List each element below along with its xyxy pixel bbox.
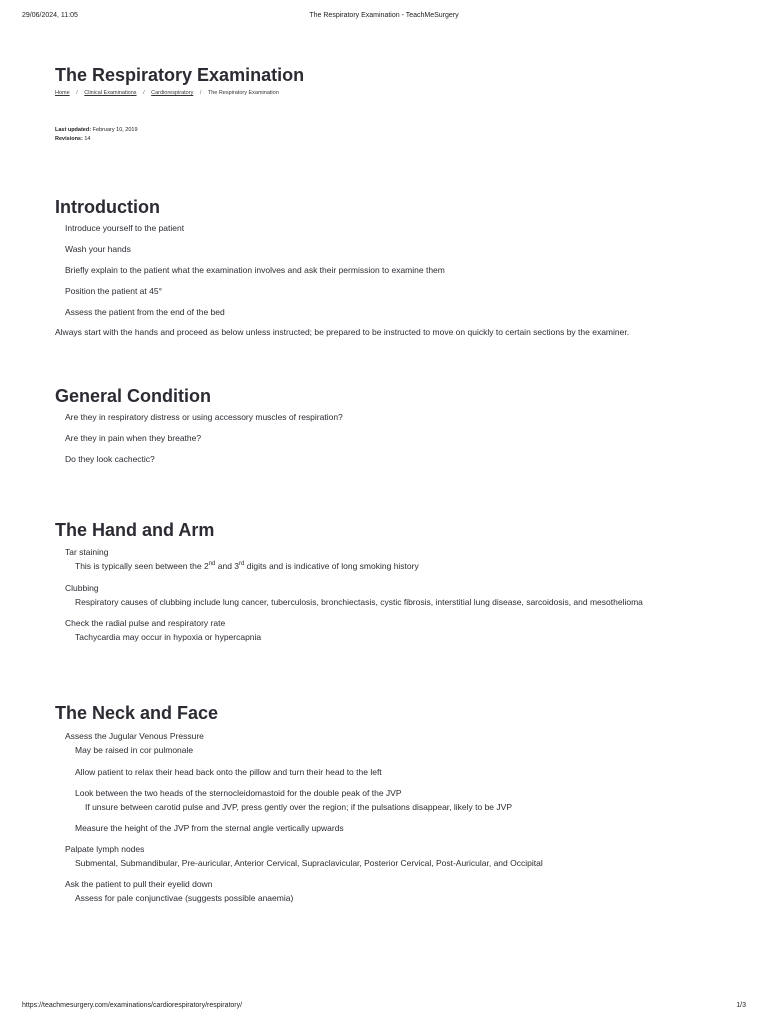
- list-item: [65, 877, 714, 905]
- page-title: The Respiratory Examination: [55, 65, 305, 85]
- breadcrumb-home-link[interactable]: Home: [55, 90, 70, 96]
- tar-detail-text: This is typically seen between the 2: [75, 561, 209, 571]
- list-item: [65, 729, 714, 835]
- list-item: [65, 581, 714, 609]
- superscript-rd: rd: [239, 561, 245, 568]
- tar-detail-text: and 3: [215, 561, 240, 571]
- clubbing-label: Clubbing: [65, 583, 99, 593]
- introduction-paragraph: Always start with the hands and proceed as below unless instructed; be prepared to be instructed to move on quickly to certain sections by the examiner.: [55, 327, 630, 337]
- article-meta: [55, 126, 714, 144]
- article: [55, 64, 714, 905]
- breadcrumb-current: The Respiratory Examination: [207, 90, 279, 96]
- section-neck-and-face: [55, 702, 714, 905]
- jvp-sub-item: Look between the two heads of the sternocleidomastoid for the double peak of the JVP: [75, 788, 402, 798]
- list-item: Position the patient at 45°: [65, 286, 162, 296]
- tar-detail-text: digits and is indicative of long smoking history: [244, 561, 419, 571]
- introduction-list: [65, 222, 714, 318]
- list-item: Are they in pain when they breathe?: [65, 433, 202, 443]
- revisions-value: 14: [84, 136, 91, 142]
- clubbing-detail: Respiratory causes of clubbing include lung cancer, tuberculosis, bronchiectasis, cystic fibrosis, interstitial lung disease, sarcoidosis, and mesothelioma: [75, 597, 643, 607]
- section-heading: Introduction: [55, 197, 160, 217]
- list-item: Briefly explain to the patient what the examination involves and ask their permission to examine them: [65, 265, 445, 275]
- lymph-nodes-detail: Submental, Submandibular, Pre-auricular, Anterior Cervical, Supraclavicular, Posterior Cervical, Post-Auricular, and Occipital: [75, 858, 543, 868]
- section-heading: General Condition: [55, 386, 212, 406]
- eyelid-label: Ask the patient to pull their eyelid down: [65, 879, 213, 889]
- jvp-sub-item-detail: If unsure between carotid pulse and JVP, press gently over the region; if the pulsations disappear, likely to be JVP: [85, 802, 512, 812]
- lymph-nodes-label: Palpate lymph nodes: [65, 844, 145, 854]
- last-updated: [55, 126, 714, 135]
- superscript-nd: nd: [208, 561, 216, 568]
- list-item: Do they look cachectic?: [65, 454, 155, 464]
- radial-pulse-label: Check the radial pulse and respiratory rate: [65, 618, 226, 628]
- tar-staining-detail: [75, 559, 714, 573]
- eyelid-detail: Assess for pale conjunctivae (suggests possible anaemia): [75, 893, 294, 903]
- breadcrumb-separator: /: [143, 90, 145, 96]
- list-item: [65, 616, 714, 644]
- list-item: Are they in respiratory distress or using accessory muscles of respiration?: [65, 412, 343, 422]
- print-document-title: The Respiratory Examination - TeachMeSurgery: [309, 12, 459, 19]
- jvp-sub-item: May be raised in cor pulmonale: [75, 745, 194, 755]
- breadcrumb-clinical-examinations-link[interactable]: Clinical Examinations: [84, 90, 137, 96]
- print-footer: [22, 1002, 746, 1014]
- list-item: Assess the patient from the end of the bed: [65, 307, 225, 317]
- jvp-sub-item: Measure the height of the JVP from the sternal angle vertically upwards: [75, 823, 344, 833]
- hand-arm-list: [65, 545, 714, 644]
- revisions-label: Revisions:: [55, 136, 83, 142]
- list-item: Wash your hands: [65, 244, 131, 254]
- last-updated-value: February 10, 2019: [92, 127, 138, 133]
- print-datetime: 29/06/2024, 11:05: [22, 12, 78, 19]
- tar-staining-label: Tar staining: [65, 547, 109, 557]
- list-item: Introduce yourself to the patient: [65, 223, 185, 233]
- neck-face-list: [65, 729, 714, 905]
- breadcrumb-cardiorespiratory-link[interactable]: Cardiorespiratory: [151, 90, 194, 96]
- radial-pulse-detail: Tachycardia may occur in hypoxia or hypercapnia: [75, 632, 262, 642]
- print-page-number: 1/3: [736, 1002, 746, 1009]
- general-condition-list: [65, 411, 714, 465]
- breadcrumb-separator: /: [76, 90, 78, 96]
- breadcrumb-separator: /: [199, 90, 202, 96]
- section-hand-and-arm: [55, 519, 714, 644]
- list-item: [65, 842, 714, 870]
- section-general-condition: [55, 385, 714, 465]
- print-url: https://teachmesurgery.com/examinations/cardiorespiratory/respiratory/: [22, 1002, 243, 1009]
- jvp-label: Assess the Jugular Venous Pressure: [65, 731, 204, 741]
- last-updated-label: Last updated:: [55, 127, 92, 133]
- jvp-sub-item-detail-wrap: [75, 800, 714, 814]
- section-heading: The Neck and Face: [55, 703, 219, 723]
- breadcrumb: [55, 88, 714, 98]
- revisions: [55, 135, 714, 144]
- list-item: [65, 545, 714, 573]
- print-header: [22, 12, 746, 24]
- section-heading: The Hand and Arm: [55, 520, 215, 540]
- section-introduction: [55, 196, 714, 339]
- jvp-sub-item: Allow patient to relax their head back onto the pillow and turn their head to the left: [75, 767, 382, 777]
